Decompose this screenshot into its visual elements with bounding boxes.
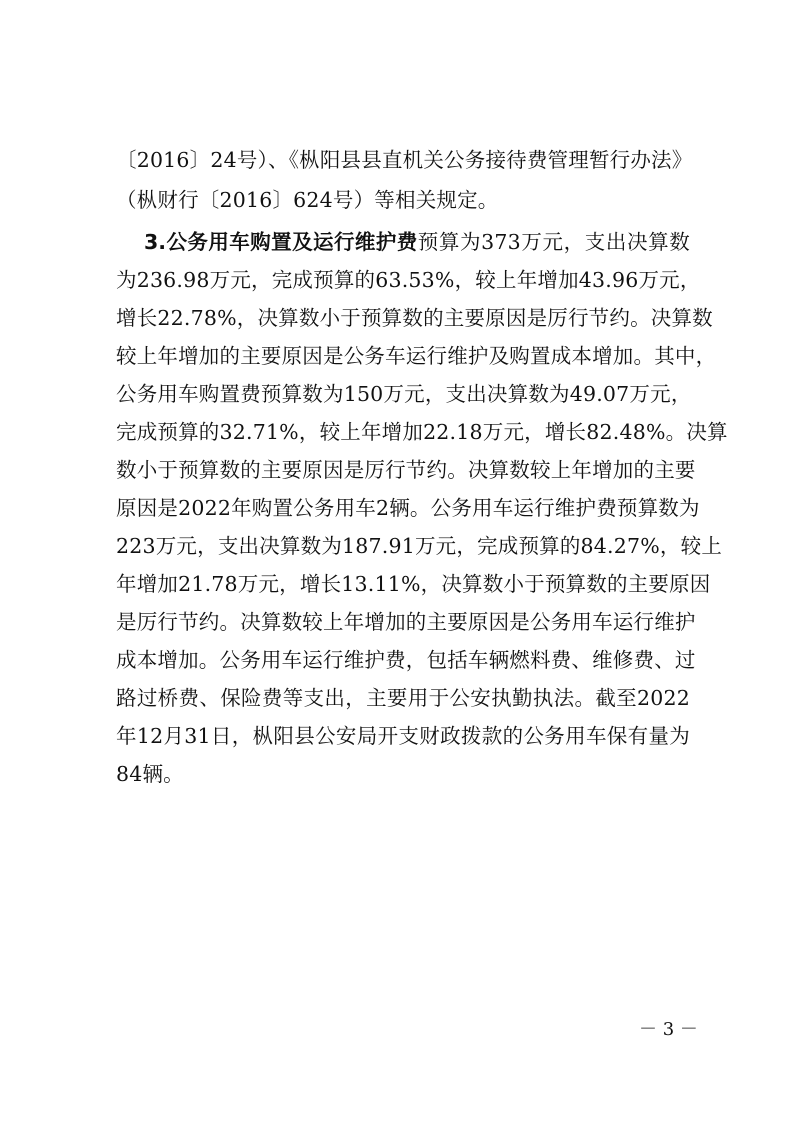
text-segment: 年增加21.78万元，增长13.11%，决算数小于预算数的主要原因 — [116, 572, 711, 596]
text-line — [116, 645, 696, 675]
page-number: － 3 － — [639, 1019, 698, 1040]
text-line — [116, 531, 723, 561]
text-segment: （枞财行〔2016〕624号）等相关规定。 — [116, 188, 499, 212]
text-line — [116, 341, 717, 371]
text-segment: 较上年增加的主要原因是公务车运行维护及购置成本增加。其中， — [116, 344, 717, 368]
text-line — [116, 759, 184, 789]
text-line — [116, 683, 690, 713]
text-segment: 〔2016〕24号）、《枞阳县县直机关公务接待费管理暂行办法》 — [116, 148, 693, 172]
text-segment: 路过桥费、保险费等支出，主要用于公安执勤执法。截至2022 — [116, 686, 690, 710]
text-segment: 预算为373万元，支出决算数 — [417, 230, 690, 254]
text-segment: 223万元，支出决算数为187.91万元，完成预算的84.27%，较上 — [116, 534, 723, 558]
text-segment: 原因是2022年购置公务用车2辆。公务用车运行维护费预算数为 — [116, 496, 700, 520]
text-line — [116, 185, 499, 215]
text-segment: 84辆。 — [116, 762, 184, 786]
text-line — [116, 145, 693, 175]
text-line — [116, 721, 690, 751]
text-line — [116, 569, 711, 599]
text-line — [116, 493, 700, 523]
text-segment: 增长22.78%，决算数小于预算数的主要原因是厉行节约。决算数 — [116, 306, 713, 330]
text-segment: 年12月31日，枞阳县公安局开支财政拨款的公务用车保有量为 — [116, 724, 690, 748]
text-segment: 完成预算的32.71%，较上年增加22.18万元，增长82.48%。决算 — [116, 420, 728, 444]
text-line — [116, 379, 690, 409]
text-segment: 成本增加。公务用车运行维护费，包括车辆燃料费、维修费、过 — [116, 648, 696, 672]
text-segment: 为236.98万元，完成预算的63.53%，较上年增加43.96万元， — [116, 268, 701, 292]
section-heading: 3.公务用车购置及运行维护费 — [144, 230, 418, 254]
text-segment: 公务用车购置费预算数为150万元，支出决算数为49.07万元， — [116, 382, 692, 406]
text-line — [116, 607, 696, 637]
text-line — [116, 455, 696, 485]
text-segment: 数小于预算数的主要原因是厉行节约。决算数较上年增加的主要 — [116, 458, 696, 482]
text-line — [116, 303, 713, 333]
text-line — [116, 265, 701, 295]
text-line — [116, 417, 728, 447]
text-line — [144, 227, 690, 257]
text-segment: 是厉行节约。决算数较上年增加的主要原因是公务用车运行维护 — [116, 610, 696, 634]
